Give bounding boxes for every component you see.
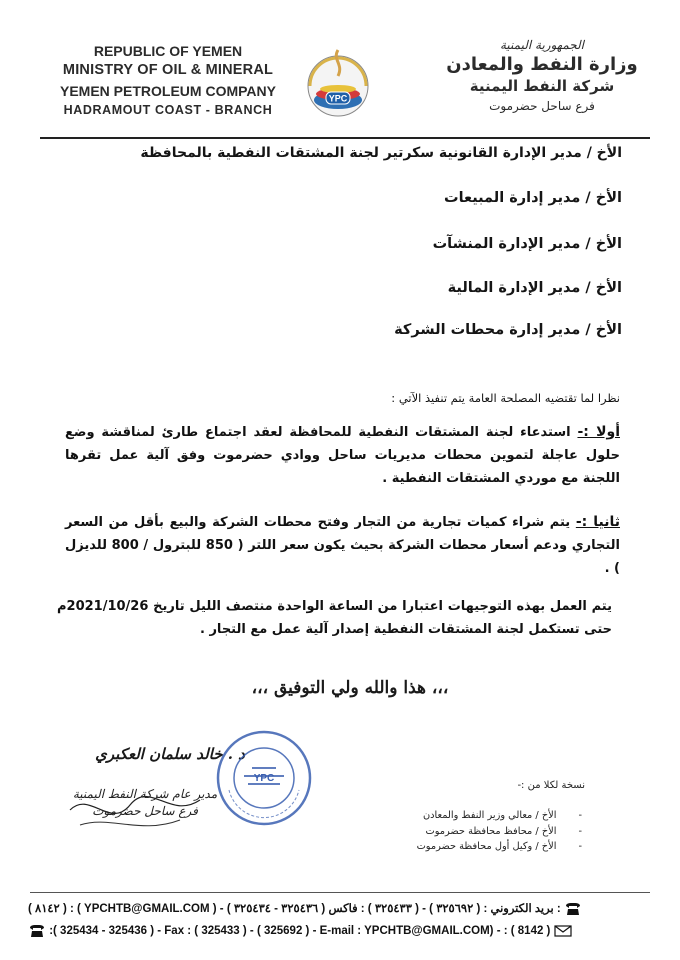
official-stamp <box>214 728 314 828</box>
cc-label: نسخة لكلا من :- <box>517 780 585 791</box>
item-1-text: استدعاء لجنة المشتقات النفطية للمحافظة لعقد اجتماع طارئ لمناقشة وضع حلول عاجلة لتموين محطات مديريات ساحل ووادي حضرموت وفق آلية عمل تقرها اللجنة مع موردي المشتقات النفطية . <box>65 425 620 486</box>
header-ar-line-2: وزارة النفط والمعادن <box>446 54 638 75</box>
footer-line-english <box>28 924 658 938</box>
item-1 <box>65 420 620 490</box>
signatory-title-line-2: فرع ساحل حضرموت <box>92 804 198 819</box>
footer-divider <box>30 892 650 893</box>
stamp-center-text: YPC <box>253 773 275 784</box>
item-1-lead: أولا :- <box>577 424 620 440</box>
item-2-lead: ثانيا :- <box>575 514 620 530</box>
header-divider <box>40 137 650 139</box>
header-en-line-4: HADRAMOUT COAST - BRANCH <box>63 102 273 117</box>
header-ar-line-3: شركة النفط اليمنية <box>469 77 615 95</box>
recipient-4: الأخ / مدير الإدارة المالية <box>447 280 622 296</box>
recipient-2: الأخ / مدير إدارة المبيعات <box>444 190 622 206</box>
item-2 <box>65 510 620 580</box>
ypc-logo <box>296 42 380 126</box>
cc-item-3: - الأخ / وكيل أول محافظة حضرموت <box>342 839 582 855</box>
signatory-title <box>70 786 220 821</box>
intro-text: نظرا لما تقتضيه المصلحة العامة يتم تنفيذ الآتي : <box>391 391 620 405</box>
cc-list <box>342 808 582 855</box>
signatory-title-line-1: مدير عام شركة النفط اليمنية <box>72 787 218 801</box>
header-en-line-3: YEMEN PETROLEUM COMPANY <box>60 82 276 99</box>
footer-line-2-text: :( 325434 - 325436 ) - Fax : ( 325433 ) - ( 325692 ) - E-mail : YPCHTB@GMAIL.COM) - : ( 8142 ) <box>49 925 551 938</box>
header-ar-line-1: الجمهورية اليمنية <box>499 38 584 52</box>
header-en-line-2: MINISTRY OF OIL & MINERAL <box>62 62 274 78</box>
recipient-5: الأخ / مدير إدارة محطات الشركة <box>394 322 622 338</box>
signatory-name: د . خالد سلمان العكبري <box>95 745 245 763</box>
item-3-text: يتم العمل بهذه التوجيهات اعتبارا من الساعة الواحدة منتصف الليل تاريخ 2021/10/26م حتى تستكمل لجنة المشتقات النفطية إصدار آلية عمل مع التجار . <box>57 599 612 637</box>
item-2-text: يتم شراء كميات تجارية من التجار وفتح محطات الشركة والبيع بأقل من السعر التجاري ودعم أسعار محطات الشركة بحيث يكون سعر اللتر ( 850 للبترول / 800 للديزل ) . <box>65 515 621 576</box>
footer-line-arabic <box>28 901 658 916</box>
recipient-3: الأخ / مدير الإدارة المنشآت <box>432 236 622 252</box>
footer-line-1-text: ( ٨١٤٢ ) : ( YPCHTB@GMAIL.COM ) - بريد الكتروني : ( ٣٢٥٦٩٢ ) - ( ٣٢٥٤٣٣ ) : فاكس ( ٣٢٥٤٣٦ - ٣٢٥٤٣٤ ) : <box>28 903 561 915</box>
header-ar-line-4: فرع ساحل حضرموت <box>489 99 595 113</box>
header-en-line-1: REPUBLIC OF YEMEN <box>93 43 243 59</box>
cc-item-2: - الأخ / محافظ محافظة حضرموت <box>342 824 582 840</box>
mail-icon <box>554 925 572 937</box>
closing-text: ،،، هذا والله ولي التوفيق ،،، <box>251 678 449 698</box>
recipient-1: الأخ / مدير الإدارة القانونية سكرتير لجنة المشتقات النفطية بالمحافظة <box>140 145 622 161</box>
header-english <box>48 44 288 116</box>
phone-icon-2 <box>28 924 46 938</box>
phone-icon <box>564 902 582 916</box>
cc-item-1: - الأخ / معالي وزير النفط والمعادن <box>342 808 582 824</box>
header-arabic <box>432 38 652 113</box>
logo-text: YPC <box>328 93 348 104</box>
